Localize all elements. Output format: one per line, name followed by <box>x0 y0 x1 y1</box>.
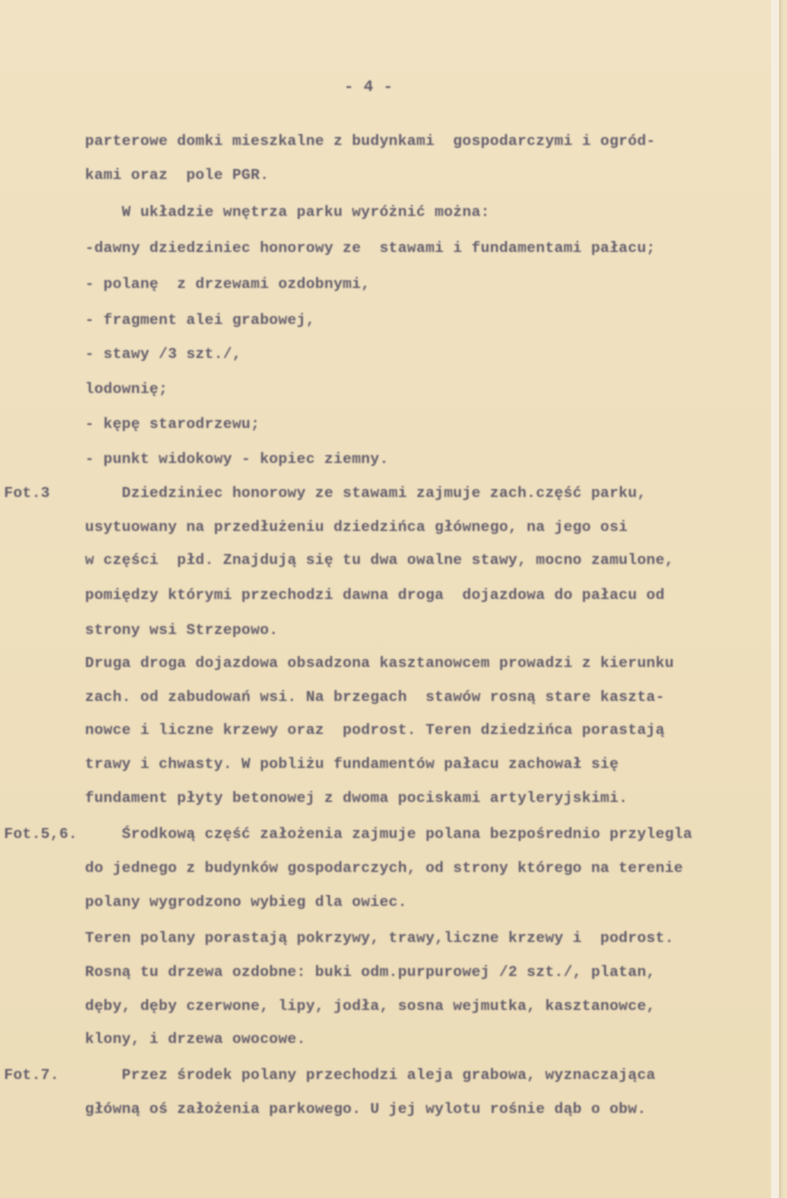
text-line: - punkt widokowy - kopiec ziemny. <box>85 451 389 468</box>
text-line: - kępę starodrzewu; <box>85 416 260 433</box>
text-line: -dawny dziedziniec honorowy ze stawami i fundamentami pałacu; <box>85 240 656 257</box>
text-line: - stawy /3 szt./, <box>85 346 242 363</box>
text-line: do jednego z budynków gospodarczych, od strony którego na terenie <box>85 860 684 877</box>
page-edge <box>771 0 779 1198</box>
text-line: w części płd. Znajdują się tu dwa owalne stawy, mocno zamulone, <box>85 552 674 569</box>
photo-reference: Fot.7. <box>4 1067 60 1084</box>
text-line: polany wygrodzono wybieg dla owiec. <box>85 894 408 911</box>
page-number: - 4 - <box>344 78 394 96</box>
text-line: Rosną tu drzewa ozdobne: buki odm.purpurowej /2 szt./, platan, <box>85 964 656 981</box>
text-line: zach. od zabudowań wsi. Na brzegach stawów rosną stare kaszta- <box>85 689 665 706</box>
text-line: kami oraz pole PGR. <box>85 167 270 184</box>
text-line: trawy i chwasty. W pobliżu fundamentów pałacu zachował się <box>85 756 619 773</box>
text-line: pomiędzy którymi przechodzi dawna droga dojazdowa do pałacu od <box>85 587 665 604</box>
text-line: Dziedziniec honorowy ze stawami zajmuje zach.część parku, <box>85 485 647 502</box>
text-line: strony wsi Strzepowo. <box>85 622 279 639</box>
text-line: usytuowany na przedłużeniu dziedzińca głównego, na jego osi <box>85 519 628 536</box>
text-line: W układzie wnętrza parku wyróżnić można: <box>85 204 490 221</box>
text-line: lodownię; <box>85 381 168 398</box>
text-line: Przez środek polany przechodzi aleja grabowa, wyznaczająca <box>85 1067 656 1084</box>
text-line: Środkową część założenia zajmuje polana bezpośrednio przylegla <box>85 826 693 843</box>
text-line: dęby, dęby czerwone, lipy, jodła, sosna wejmutka, kasztanowce, <box>85 998 656 1015</box>
text-line: Druga droga dojazdowa obsadzona kasztanowcem prowadzi z kierunku <box>85 655 674 672</box>
photo-reference: Fot.5,6. <box>4 826 78 843</box>
text-line: główną oś założenia parkowego. U jej wylotu rośnie dąb o obw. <box>85 1101 647 1118</box>
photo-reference: Fot.3 <box>4 485 51 502</box>
text-line: Teren polany porastają pokrzywy, trawy,liczne krzewy i podrost. <box>85 930 674 947</box>
text-line: klony, i drzewa owocowe. <box>85 1031 306 1048</box>
text-line: - polanę z drzewami ozdobnymi, <box>85 276 371 293</box>
text-line: fundament płyty betonowej z dwoma pociskami artyleryjskimi. <box>85 790 628 807</box>
text-line: parterowe domki mieszkalne z budynkami gospodarczymi i ogród- <box>85 133 656 150</box>
text-line: - fragment alei grabowej, <box>85 312 316 329</box>
text-line: nowce i liczne krzewy oraz podrost. Teren dziedzińca porastają <box>85 722 665 739</box>
